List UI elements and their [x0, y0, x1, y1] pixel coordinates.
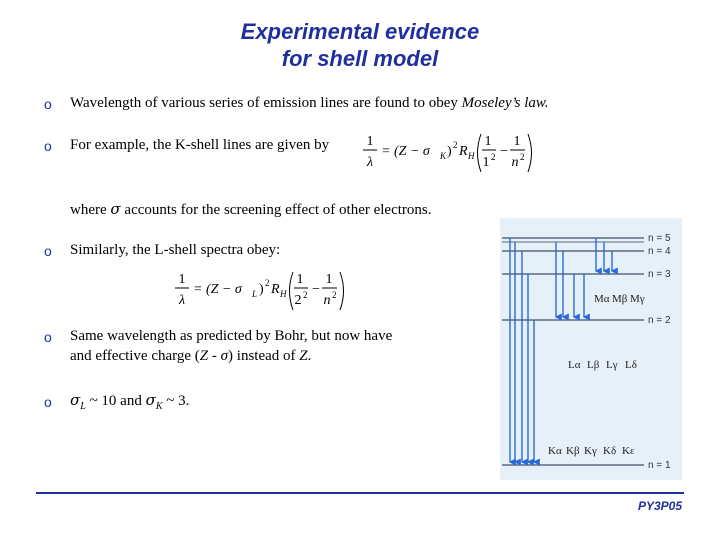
sigma-l-symbol: σ [70, 391, 81, 409]
l-gamma-label: Lγ [606, 359, 618, 371]
moseley-law-emph: Moseley’s law. [461, 95, 549, 111]
screening-note-pre: where [70, 202, 111, 218]
m-alpha-label: Mα [594, 293, 610, 305]
level-n1-label: n = 1 [648, 460, 671, 471]
l-beta-label: Lβ [587, 359, 600, 371]
l-delta-label: Lδ [625, 359, 637, 371]
energy-level-svg [500, 218, 682, 480]
title-line-2: for shell model [281, 46, 439, 71]
eq-k-minus: − [500, 144, 508, 159]
eq-k-f1-exp: 2 [491, 152, 496, 162]
eq-l-f1-exp: 2 [303, 290, 308, 300]
eq-k-lhs-den: λ [366, 155, 374, 170]
level-n3-label: n = 3 [648, 269, 671, 280]
eq-k-f1-num: 1 [484, 134, 492, 149]
energy-level-diagram [500, 218, 682, 480]
title-line-1: Experimental evidence [240, 19, 480, 44]
eq-l-equals: = [194, 282, 202, 297]
k-beta-label: Kβ [566, 445, 580, 457]
bullet-sigma-values [70, 390, 189, 417]
footer-course-code: PY3P05 [637, 499, 682, 513]
eq-l-minus: − [312, 282, 320, 297]
eq-k-lhs-num: 1 [366, 134, 374, 149]
bullet-bohr-line-1: Same wavelength as predicted by Bohr, but now have [70, 328, 393, 344]
eq-k-equals: = [382, 144, 390, 159]
screening-note-post: accounts for the screening effect of other electrons. [120, 202, 432, 218]
bullet-bohr-line-2 [70, 346, 311, 366]
k-epsilon-label: Kε [622, 445, 635, 457]
eq-l-lhs-num: 1 [178, 272, 186, 287]
bohr-z: Z [299, 348, 308, 364]
level-n4-label: n = 4 [648, 246, 671, 257]
bohr-effective-charge: Z - σ [199, 348, 229, 364]
eq-l-lhs-den: λ [178, 293, 186, 308]
eq-k-exp: 2 [453, 140, 458, 150]
eq-k-paren-close: ) [447, 144, 452, 159]
sigma-k-symbol: σ [145, 391, 156, 409]
footer-divider [36, 492, 684, 494]
sigma-values-mid: ~ 10 and [85, 393, 146, 409]
eq-l-paren-close: ) [259, 282, 264, 297]
bohr-line-2-post: . [307, 348, 312, 364]
eq-k-f2-num: 1 [513, 134, 521, 149]
page-title [0, 18, 720, 72]
m-beta-label: Mβ [612, 293, 628, 305]
sigma-k-sub: K [155, 401, 163, 412]
l-shell-equation [172, 266, 352, 316]
m-gamma-label: Mγ [630, 293, 645, 305]
k-shell-equation [360, 128, 540, 178]
sigma-l-sub: L [80, 401, 86, 412]
eq-k-f2-exp: 2 [520, 152, 525, 162]
eq-l-paren-open: (Z − σ [206, 282, 242, 297]
eq-l-f2-exp: 2 [332, 290, 337, 300]
bullet-marker: o [44, 329, 52, 345]
bullet-marker: o [44, 138, 52, 154]
eq-l-f2-num: 1 [325, 272, 333, 287]
bullet-l-shell: Similarly, the L-shell spectra obey: [70, 242, 281, 258]
bullet-marker: o [44, 243, 52, 259]
bullet-moseley-text: Wavelength of various series of emission lines are found to obey [70, 95, 462, 111]
bullet-k-shell: For example, the K-shell lines are given by [70, 137, 330, 153]
level-n5-label: n = 5 [648, 233, 671, 244]
bullet-marker: o [44, 96, 52, 112]
bohr-line-2-pre: and effective charge ( [70, 348, 200, 364]
screening-note [70, 199, 432, 220]
bullet-moseley [70, 93, 549, 113]
eq-l-r-sub: H [280, 289, 287, 299]
eq-l-sub: L [252, 289, 258, 299]
eq-l-r: R [271, 282, 280, 297]
eq-l-f1-den: 2 [294, 293, 302, 308]
sigma-values-post: ~ 3. [162, 393, 190, 409]
level-n2-label: n = 2 [648, 315, 671, 326]
bullet-marker: o [44, 394, 52, 410]
sigma-symbol: σ [110, 200, 121, 218]
eq-k-sub: K [440, 151, 447, 161]
k-alpha-label: Kα [548, 445, 562, 457]
l-alpha-label: Lα [568, 359, 581, 371]
eq-l-f2-den: n [323, 293, 331, 308]
eq-l-f1-num: 1 [296, 272, 304, 287]
bohr-line-2-mid: ) instead of [228, 348, 300, 364]
k-gamma-label: Kγ [584, 445, 597, 457]
k-delta-label: Kδ [603, 445, 617, 457]
eq-k-f2-den: n [511, 155, 519, 170]
eq-k-paren-open: (Z − σ [394, 144, 430, 159]
eq-l-exp: 2 [265, 278, 270, 288]
eq-k-f1-den: 1 [482, 155, 490, 170]
eq-k-r: R [459, 144, 468, 159]
eq-k-r-sub: H [468, 151, 475, 161]
